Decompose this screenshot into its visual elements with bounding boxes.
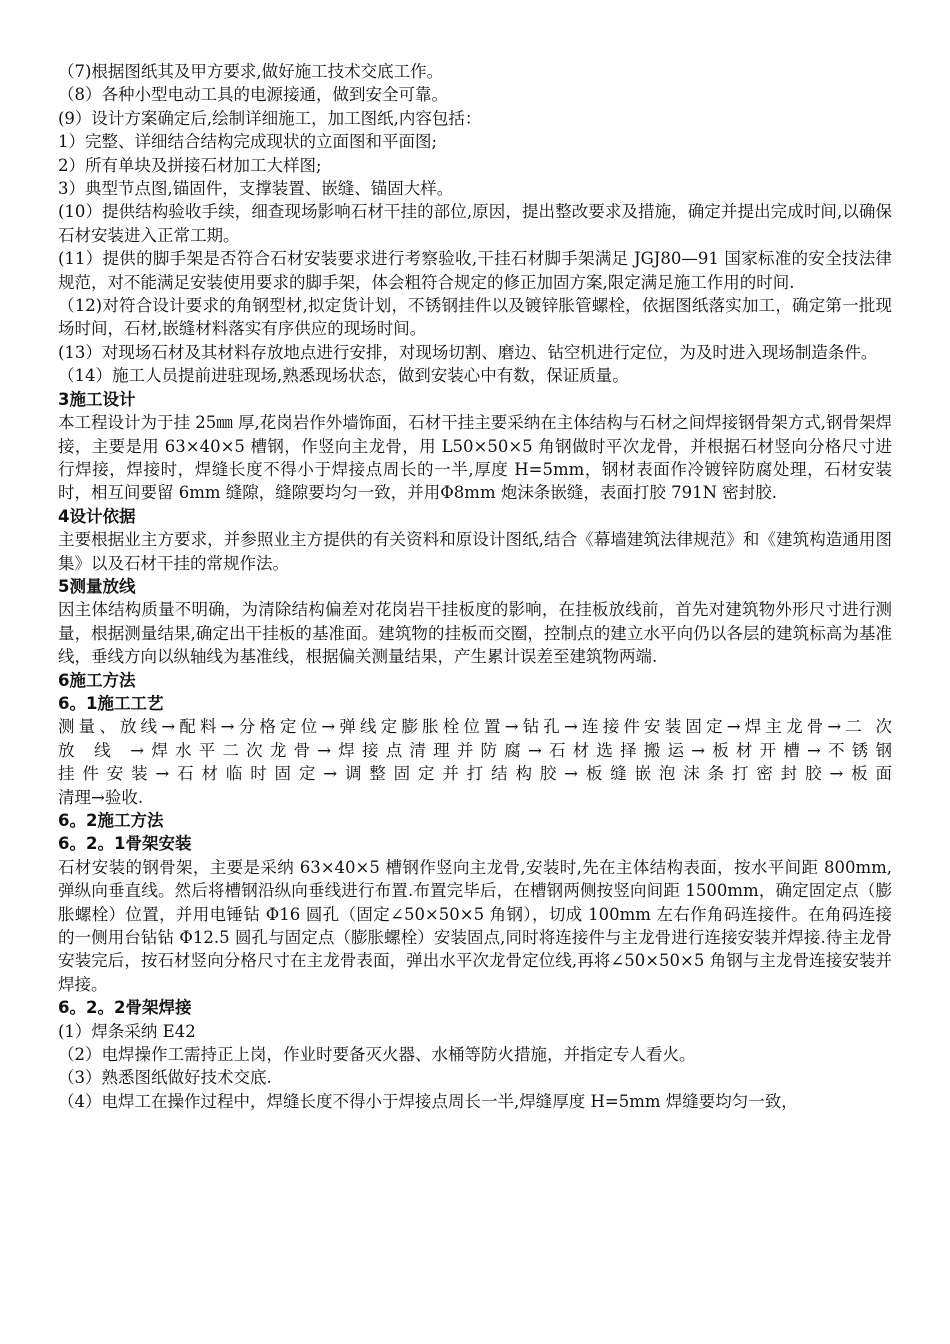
list-item: (1）焊条采纳 E42 xyxy=(58,1021,196,1041)
list-item: (13）对现场石材及其材料存放地点进行安排，对现场切割、磨边、钻空机进行定位，为及时进入现场制造条件。 xyxy=(58,342,878,362)
section-heading-5: 5测量放线 xyxy=(58,576,136,596)
section-body-6-2-1: 石材安装的钢骨架，主要是采纳 63×40×5 槽钢作竖向主龙骨,安装时,先在主体结构表面，按水平间距 800mm,弹纵向垂直线。然后将槽钢沿纵向垂线进行布置.布置完毕后，在槽钢两侧按竖向间距 1500mm，确定固定点（膨胀螺栓）位置，并用电锤钻 Φ16 圆孔（固定∠50×50×5 角钢），切成 100mm 左右作角码连接件。在角码连接的一侧用台钻钻 Φ12.5 圆孔与固定点（膨胀螺栓）安装固点,同时将连接件与主龙骨进行连接安装并焊接.待主龙骨安装完后，按石材竖向分格尺寸在主龙骨表面，弹出水平次龙骨定位线,再将∠50×50×5 角钢与主龙骨连接安装并焊接。 xyxy=(58,857,892,994)
list-item: 2）所有单块及拼接石材加工大样图; xyxy=(58,155,322,175)
process-line: 测量、放线→配料→分格定位→弹线定膨胀栓位置→钻孔→连接件安装固定→焊主龙骨→二 次 xyxy=(58,717,892,737)
subsection-heading-6-2-1: 6。2。1骨架安装 xyxy=(58,834,192,854)
subsection-heading-6-2-2: 6。2。2骨架焊接 xyxy=(58,998,192,1018)
section-heading-3: 3施工设计 xyxy=(58,389,136,409)
list-item: （7)根据图纸其及甲方要求,做好施工技术交底工作。 xyxy=(58,62,444,81)
list-item: （4）电焊工在操作过程中，焊缝长度不得小于焊接点周长一半,焊缝厚度 H=5mm 焊缝要均匀一致， xyxy=(58,1091,798,1111)
subsection-heading-6-2: 6。2施工方法 xyxy=(58,811,164,830)
list-item: (9）设计方案确定后,绘制详细施工，加工图纸,内容包括： xyxy=(58,108,482,128)
section-heading-4: 4设计依据 xyxy=(58,506,136,526)
subsection-heading-6-1: 6。1施工工艺 xyxy=(58,693,164,713)
list-item: （2）电焊操作工需持正上岗，作业时要备灭火器、水桶等防火措施，并指定专人看火。 xyxy=(58,1045,696,1065)
process-line: 放 线 →焊水平二次龙骨→焊接点清理并防腐→石材选择搬运→板材开槽→不锈钢 xyxy=(58,740,892,760)
section-body-4: 主要根据业主方要求，并参照业主方提供的有关资料和原设计图纸,结合《幕墙建筑法律规范》和《建筑构造通用图集》以及石材干挂的常规作法。 xyxy=(58,530,892,573)
process-line: 清理→验收. xyxy=(58,787,144,807)
list-item: （3）熟悉图纸做好技术交底. xyxy=(58,1068,272,1088)
document-page xyxy=(58,60,892,1113)
list-item: （14）施工人员提前进驻现场,熟悉现场状态，做到安装心中有数，保证质量。 xyxy=(58,366,629,386)
list-item: （8）各种小型电动工具的电源接通，做到安全可靠。 xyxy=(58,85,448,105)
section-body-5: 因主体结构质量不明确，为清除结构偏差对花岗岩干挂板度的影响，在挂板放线前，首先对建筑物外形尺寸进行测量，根据测量结果,确定出干挂板的基准面。建筑物的挂板而交圈，控制点的建立水平向仍以各层的建筑标高为基准线，垂线方向以纵轴线为基准线，根据偏关测量结果，产生累计误差至建筑物两端. xyxy=(58,600,892,667)
process-line: 挂件安装→石材临时固定→调整固定并打结构胶→板缝嵌泡沫条打密封胶→板面 xyxy=(58,764,892,784)
list-item: (10）提供结构验收手续，细查现场影响石材干挂的部位,原因，提出整改要求及措施，确定并提出完成时间,以确保石材安装进入正常工期。 xyxy=(58,202,892,245)
list-item: (11）提供的脚手架是否符合石材安装要求进行考察验收,干挂石材脚手架满足 JGJ80—91 国家标准的安全技法律规范，对不能满足安装使用要求的脚手架，体会粗符合规定的修正加固方案,限定满足施工作用的时间. xyxy=(58,249,892,292)
section-heading-6: 6施工方法 xyxy=(58,670,136,690)
list-item: （12)对符合设计要求的角钢型材,拟定货计划，不锈钢挂件以及镀锌胀管螺栓，依据图纸落实加工，确定第一批现场时间，石材,嵌缝材料落实有序供应的现场时间。 xyxy=(58,296,892,339)
list-item: 1）完整、详细结合结构完成现状的立面图和平面图; xyxy=(58,132,438,152)
section-body-3: 本工程设计为于挂 25㎜ 厚,花岗岩作外墙饰面，石材干挂主要采纳在主体结构与石材之间焊接钢骨架方式,钢骨架焊接，主要是用 63×40×5 槽钢，作竖向主龙骨，用 L50×50×5 角钢做时平次龙骨，并根据石材竖向分格尺寸进行焊接，焊接时，焊缝长度不得小于焊接点周长的一半,厚度 H=5mm，钢材表面作冷镀锌防腐处理，石材安装时，相互间要留 6mm 缝隙，缝隙要均匀一致，并用Φ8mm 炮沫条嵌缝，表面打胶 791N 密封胶. xyxy=(58,413,892,503)
list-item: 3）典型节点图,锚固件，支撑装置、嵌缝、锚固大样。 xyxy=(58,179,454,199)
